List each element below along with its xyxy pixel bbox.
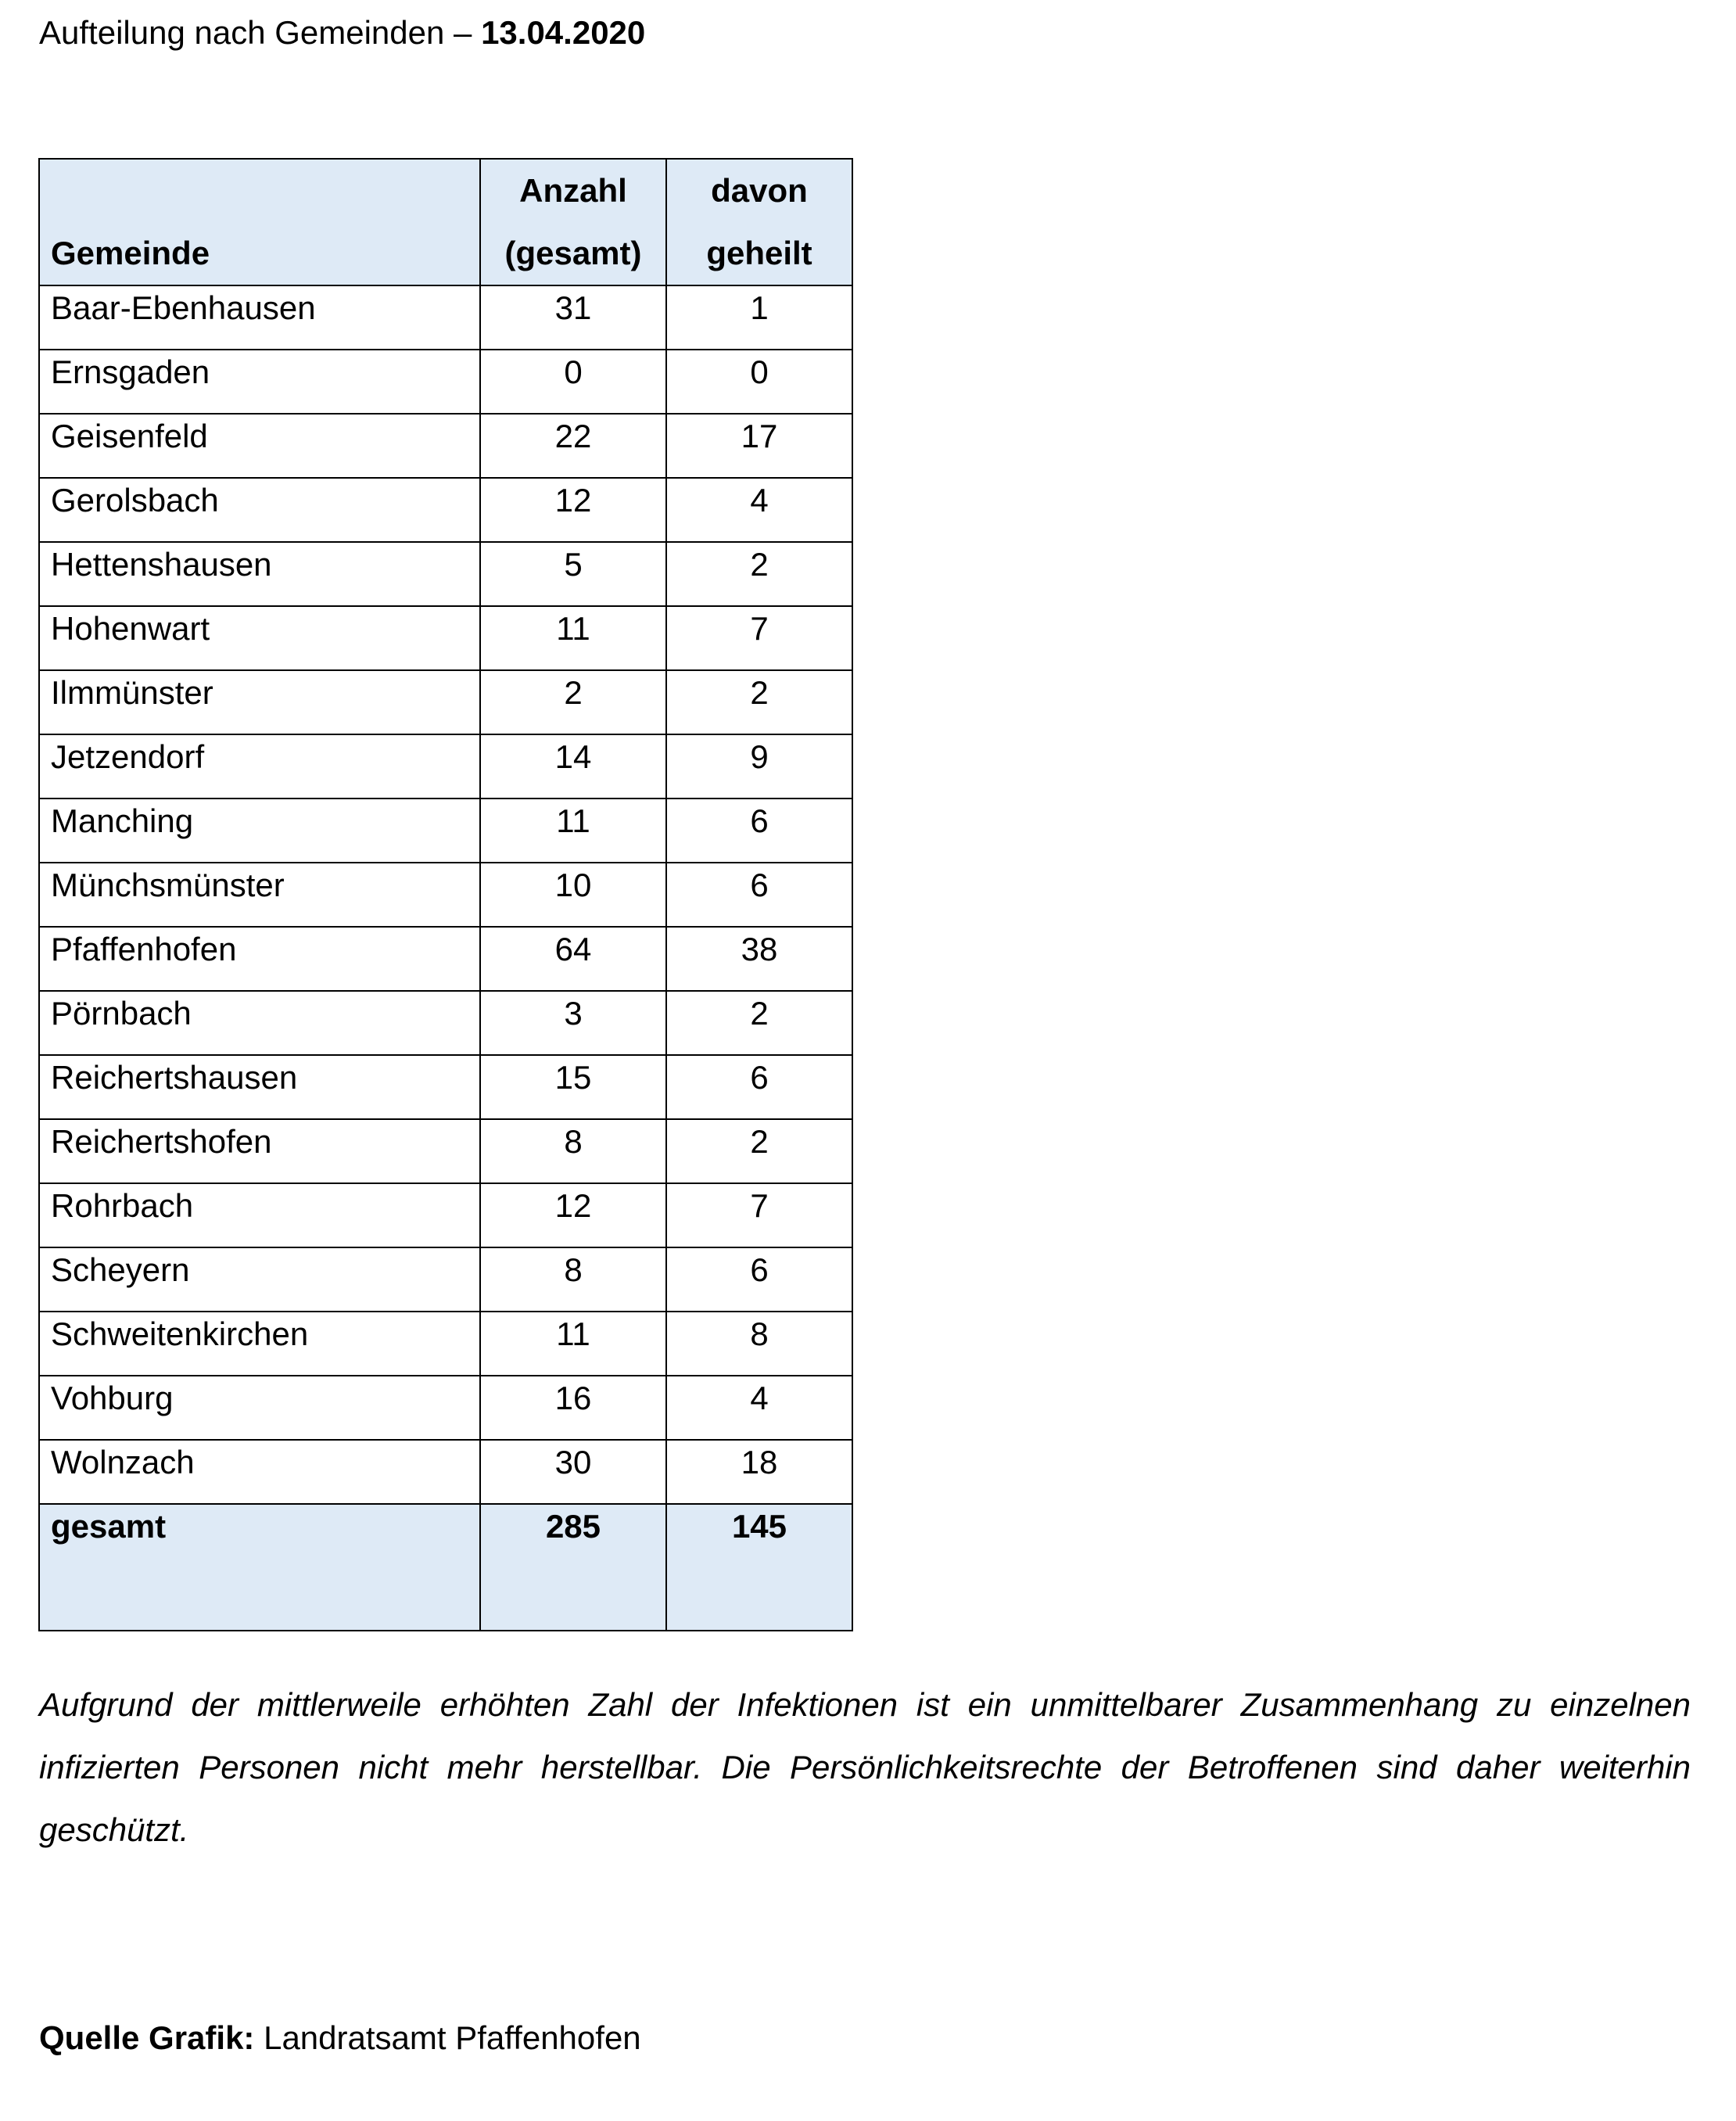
table-row	[39, 991, 852, 1055]
table-body	[39, 285, 852, 1504]
row-total: 30	[480, 1440, 666, 1504]
note-paragraph: Aufgrund der mittlerweile erhöhten Zahl der Infektionen ist ein unmittelbarer Zusammenhang zu einzelnen infizierten Personen nicht mehr herstellbar. Die Persönlichkeitsrechte der Betroffenen sind daher weiterhin geschützt.	[39, 1686, 1691, 1848]
table-row	[39, 734, 852, 799]
row-recovered: 9	[666, 734, 852, 799]
row-total: 8	[480, 1247, 666, 1312]
row-municipality: Münchsmünster	[39, 863, 480, 927]
table-row	[39, 1312, 852, 1376]
table-row	[39, 1119, 852, 1183]
row-municipality: Scheyern	[39, 1247, 480, 1312]
row-municipality: Ernsgaden	[39, 350, 480, 414]
header-total-line2: (gesamt)	[504, 235, 642, 271]
row-municipality: Reichertshofen	[39, 1119, 480, 1183]
municipality-table	[38, 158, 853, 1631]
row-total: 11	[480, 606, 666, 670]
table-row	[39, 350, 852, 414]
table-total-row	[39, 1504, 852, 1631]
row-total: 11	[480, 1312, 666, 1376]
header-recovered-line1: davon	[711, 172, 808, 209]
row-total: 10	[480, 863, 666, 927]
source-label: Quelle Grafik:	[39, 2019, 255, 2056]
row-total: 3	[480, 991, 666, 1055]
row-total: 5	[480, 542, 666, 606]
row-municipality: Schweitenkirchen	[39, 1312, 480, 1376]
row-recovered: 0	[666, 350, 852, 414]
table-row	[39, 799, 852, 863]
row-municipality: Pörnbach	[39, 991, 480, 1055]
row-recovered: 8	[666, 1312, 852, 1376]
row-recovered: 2	[666, 991, 852, 1055]
row-total: 16	[480, 1376, 666, 1440]
page-title-prefix: Aufteilung nach Gemeinden –	[39, 14, 482, 51]
row-municipality: Manching	[39, 799, 480, 863]
table-row	[39, 863, 852, 927]
table-row	[39, 1376, 852, 1440]
row-municipality: Jetzendorf	[39, 734, 480, 799]
row-recovered: 6	[666, 799, 852, 863]
row-total: 11	[480, 799, 666, 863]
row-recovered: 2	[666, 1119, 852, 1183]
row-total: 22	[480, 414, 666, 478]
header-total	[480, 159, 666, 285]
header-total-line1: Anzahl	[519, 172, 627, 209]
table-row	[39, 478, 852, 542]
row-recovered: 17	[666, 414, 852, 478]
table-row	[39, 606, 852, 670]
row-total: 8	[480, 1119, 666, 1183]
row-municipality: Hohenwart	[39, 606, 480, 670]
row-recovered: 18	[666, 1440, 852, 1504]
row-total: 12	[480, 478, 666, 542]
row-total: 0	[480, 350, 666, 414]
table-row	[39, 670, 852, 734]
table-header-row	[39, 159, 852, 285]
row-recovered: 6	[666, 1055, 852, 1119]
source-value: Landratsamt Pfaffenhofen	[254, 2019, 641, 2056]
total-recovered: 145	[666, 1504, 852, 1631]
row-municipality: Gerolsbach	[39, 478, 480, 542]
row-municipality: Rohrbach	[39, 1183, 480, 1247]
row-municipality: Hettenshausen	[39, 542, 480, 606]
row-total: 31	[480, 285, 666, 350]
row-recovered: 2	[666, 542, 852, 606]
row-total: 12	[480, 1183, 666, 1247]
header-municipality: Gemeinde	[39, 159, 480, 285]
row-total: 2	[480, 670, 666, 734]
row-total: 64	[480, 927, 666, 991]
page-title	[39, 11, 645, 55]
total-label: gesamt	[39, 1504, 480, 1631]
row-recovered: 38	[666, 927, 852, 991]
row-recovered: 6	[666, 863, 852, 927]
header-recovered-line2: geheilt	[706, 235, 812, 271]
row-recovered: 4	[666, 1376, 852, 1440]
table-row	[39, 542, 852, 606]
page-title-date: 13.04.2020	[481, 14, 646, 51]
row-municipality: Ilmmünster	[39, 670, 480, 734]
source-line	[39, 2016, 641, 2060]
row-recovered: 7	[666, 1183, 852, 1247]
table-row	[39, 1055, 852, 1119]
table-row	[39, 414, 852, 478]
table-row	[39, 927, 852, 991]
row-municipality: Pfaffenhofen	[39, 927, 480, 991]
row-municipality: Wolnzach	[39, 1440, 480, 1504]
row-municipality: Vohburg	[39, 1376, 480, 1440]
table-row	[39, 1183, 852, 1247]
row-recovered: 4	[666, 478, 852, 542]
row-recovered: 7	[666, 606, 852, 670]
table-row	[39, 285, 852, 350]
row-municipality: Baar-Ebenhausen	[39, 285, 480, 350]
table-row	[39, 1440, 852, 1504]
table-row	[39, 1247, 852, 1312]
row-recovered: 6	[666, 1247, 852, 1312]
row-recovered: 2	[666, 670, 852, 734]
row-municipality: Geisenfeld	[39, 414, 480, 478]
row-total: 15	[480, 1055, 666, 1119]
total-count: 285	[480, 1504, 666, 1631]
row-recovered: 1	[666, 285, 852, 350]
row-municipality: Reichertshausen	[39, 1055, 480, 1119]
row-total: 14	[480, 734, 666, 799]
header-recovered	[666, 159, 852, 285]
